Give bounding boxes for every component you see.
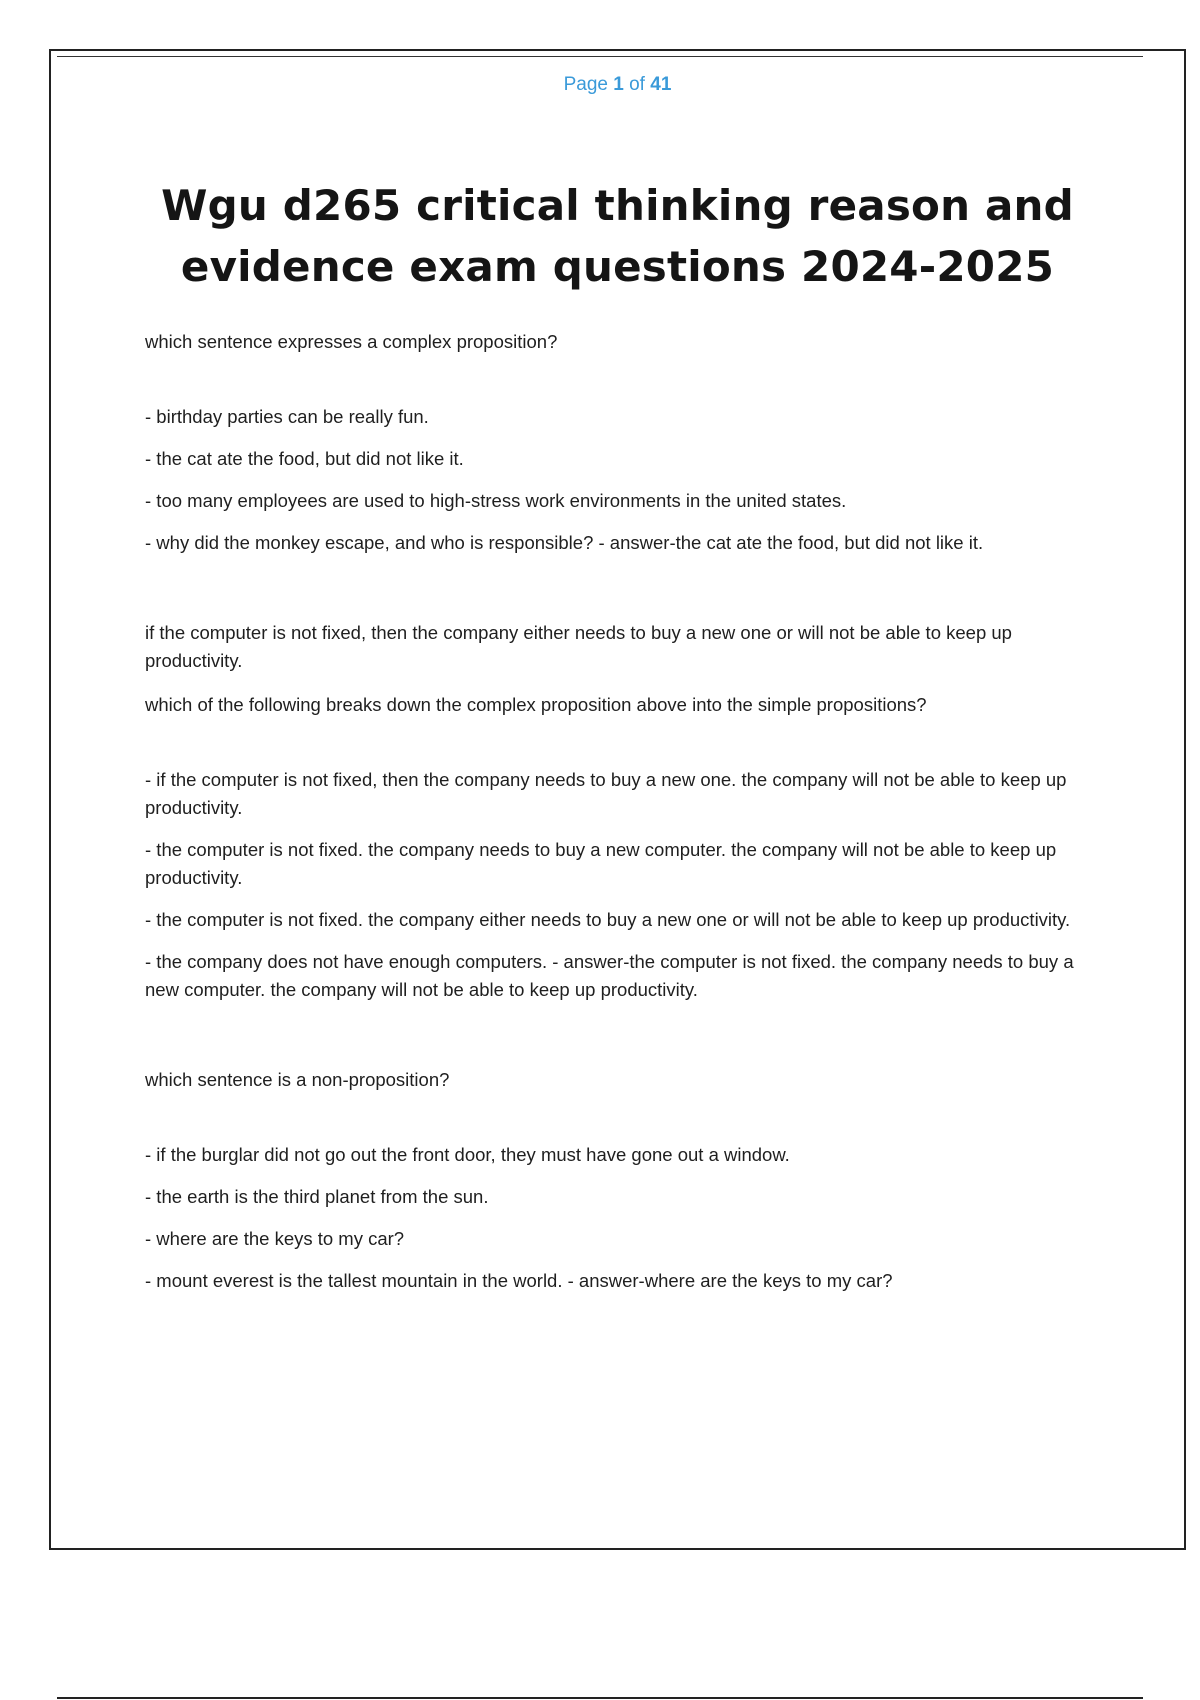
question-stem: which sentence expresses a complex proposition? [145, 331, 558, 352]
answer-option: - if the burglar did not go out the front door, they must have gone out a window. [145, 1144, 790, 1165]
answer-option: - why did the monkey escape, and who is responsible? - answer-the cat ate the food, but did not like it. [145, 532, 984, 553]
page-counter [0, 74, 1200, 96]
page-counter-prefix: Page [563, 74, 608, 95]
document-title: Wgu d265 critical thinking reason and evidence exam questions 2024-2025 [161, 181, 1074, 292]
question-2 [145, 619, 1095, 1004]
answer-option: - mount everest is the tallest mountain in the world. - answer-where are the keys to my car? [145, 1270, 893, 1291]
header-rule [57, 56, 1143, 57]
page-current: 1 [613, 74, 624, 95]
page-total: 41 [650, 74, 672, 95]
question-3 [145, 1066, 1095, 1295]
answer-option: - the company does not have enough computers. - answer-the computer is not fixed. the company needs to buy a new computer. the company will not be able to keep up productivity. [145, 951, 1074, 1000]
question-stem: which sentence is a non-proposition? [145, 1069, 450, 1090]
question-list [145, 328, 1095, 1309]
footer-rule [57, 1697, 1143, 1699]
answer-option: - birthday parties can be really fun. [145, 406, 429, 427]
question-stem: which of the following breaks down the complex proposition above into the simple propositions? [145, 694, 927, 715]
answer-option: - too many employees are used to high-stress work environments in the united states. [145, 490, 847, 511]
answer-option: - if the computer is not fixed, then the company needs to buy a new one. the company will not be able to keep up productivity. [145, 769, 1067, 818]
answer-option: - the computer is not fixed. the company needs to buy a new computer. the company will not be able to keep up productivity. [145, 839, 1057, 888]
answer-option: - the earth is the third planet from the sun. [145, 1186, 489, 1207]
answer-option: - the cat ate the food, but did not like it. [145, 448, 464, 469]
answer-option: - the computer is not fixed. the company either needs to buy a new one or will not be able to keep up productivity. [145, 909, 1071, 930]
page-counter-separator: of [629, 74, 645, 95]
question-context: if the computer is not fixed, then the company either needs to buy a new one or will not be able to keep up productivity. [145, 622, 1012, 671]
answer-option: - where are the keys to my car? [145, 1228, 405, 1249]
question-1 [145, 328, 1095, 557]
